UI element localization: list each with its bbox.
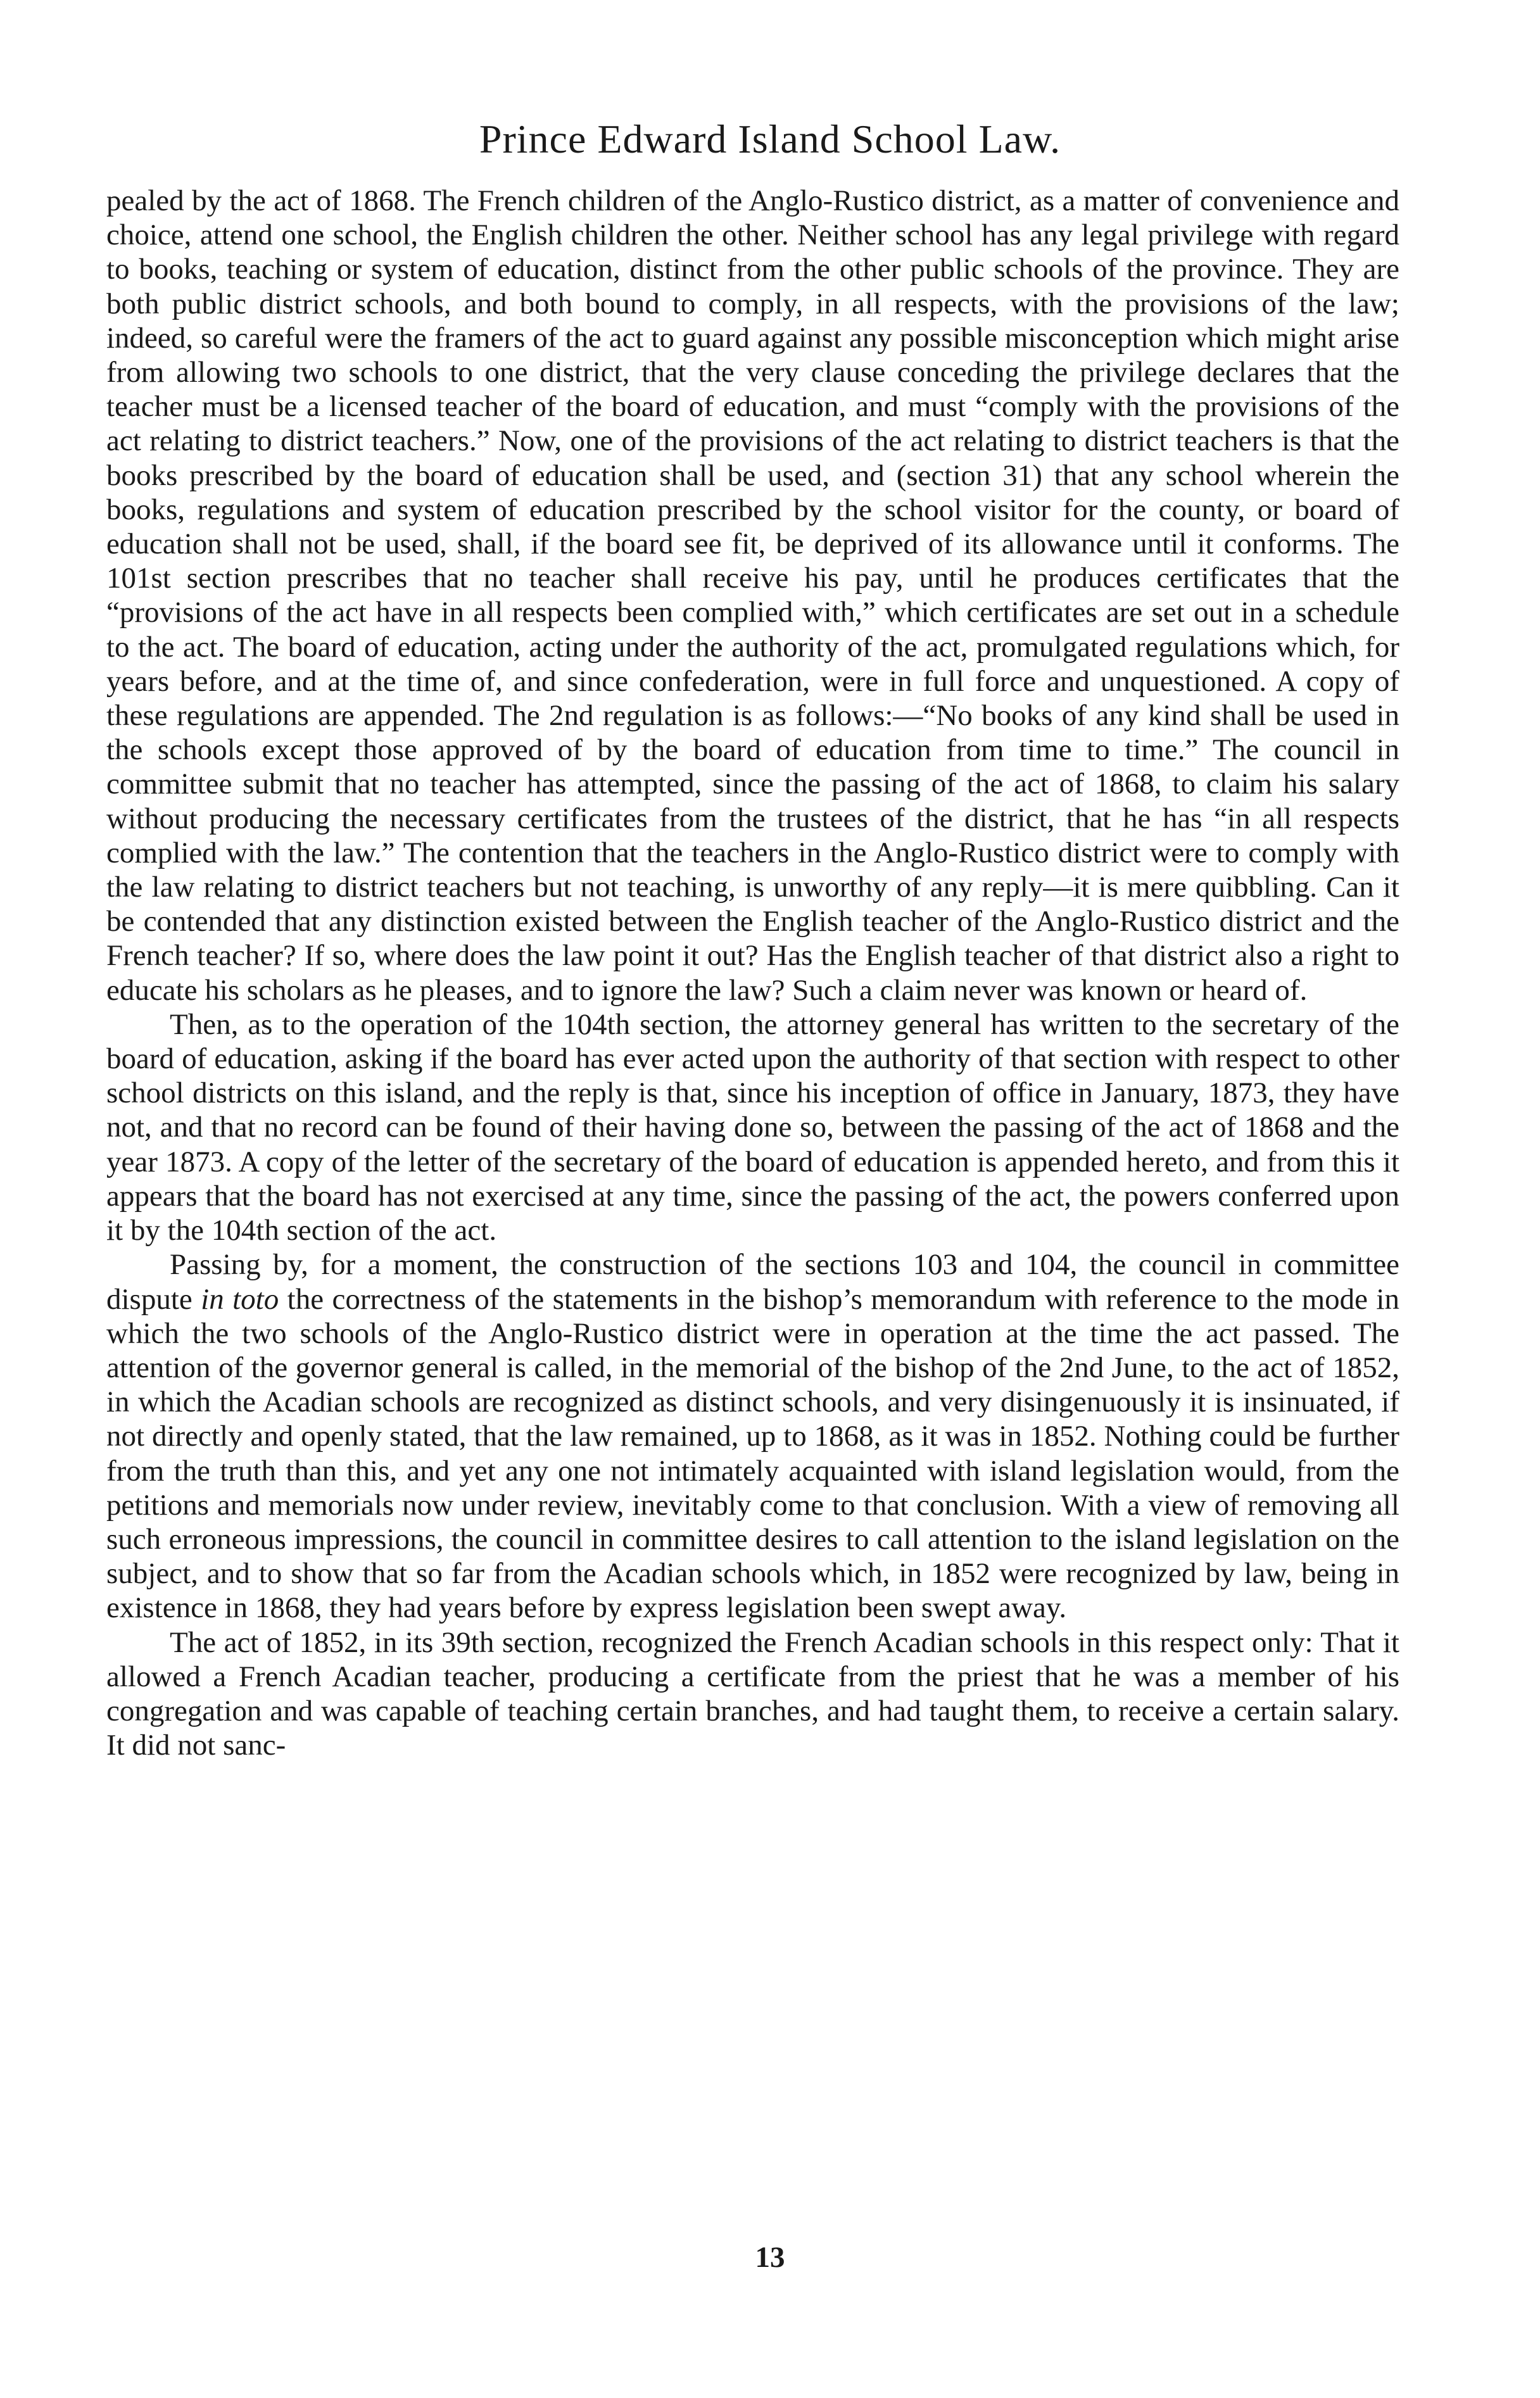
page-number: 13 bbox=[755, 2241, 785, 2274]
paragraph-2: Then, as to the operation of the 104th section, the attorney general has written to the secretary of the board of education, asking if the board has ever acted upon the authority of that section with respect to other school districts on this island, and the reply is that, since his inception of office in January, 1873, they have not, and that no record can be found of their having done so, between the passing of the act of 1868 and the year 1873. A copy of the letter of the secretary of the board of education is appended hereto, and from this it appears that the board has not exercised at any time, since the passing of the act, the powers conferred upon it by the 104th section of the act. bbox=[106, 1007, 1399, 1247]
paragraph-3 bbox=[106, 1247, 1399, 1625]
paragraph-3-text-after: the correctness of the statements in the bishop’s memorandum with reference to the mode in which the two schools of the Anglo-Rustico district were in operation at the time the act passed. The attention of the governor general is called, in the memorial of the bishop of the 2nd June, to the act of 1852, in which the Acadian schools are recognized as distinct schools, and very disingenuously it is insinuated, if not directly and openly stated, that the law remained, up to 1868, as it was in 1852. Nothing could be further from the truth than this, and yet any one not intimately acquainted with island legislation would, from the petitions and memorials now under review, inevitably come to that conclusion. With a view of removing all such erroneous impressions, the council in committee desires to call attention to the island legislation on the subject, and to show that so far from the Acadian schools which, in 1852 were recognized by law, being in existence in 1868, they had years before by express legislation been swept away. bbox=[106, 1282, 1399, 1625]
body-text bbox=[106, 184, 1399, 1762]
paragraph-3-italic-phrase: in toto bbox=[201, 1282, 279, 1316]
running-head: Prince Edward Island School Law. bbox=[479, 117, 1061, 161]
paragraph-3-text-before: Passing by, for a moment, the construction of the sections 103 and 104, the council in committee dispute bbox=[106, 1248, 1399, 1316]
paragraph-1: pealed by the act of 1868. The French children of the Anglo-Rustico district, as a matter of convenience and choice, attend one school, the English children the other. Neither school has any legal privilege with regard to books, teaching or system of education, distinct from the other public schools of the province. They are both public district schools, and both bound to comply, in all respects, with the provisions of the law; indeed, so careful were the framers of the act to guard against any possible misconception which might arise from allowing two schools to one district, that the very clause conceding the privilege declares that the teacher must be a licensed teacher of the board of education, and must “comply with the provisions of the act relating to district teachers.” Now, one of the provisions of the act relating to district teachers is that the books prescribed by the board of education shall be used, and (section 31) that any school wherein the books, regulations and system of education prescribed by the school visitor for the county, or board of education shall not be used, shall, if the board see fit, be deprived of its allowance until it conforms. The 101st section prescribes that no teacher shall receive his pay, until he produces certificates that the “provisions of the act have in all respects been complied with,” which certificates are set out in a schedule to the act. The board of education, acting under the authority of the act, promulgated regulations which, for years before, and at the time of, and since confederation, were in full force and unquestioned. A copy of these regulations are appended. The 2nd regulation is as follows:—“No books of any kind shall be used in the schools except those approved of by the board of education from time to time.” The council in committee submit that no teacher has attempted, since the passing of the act of 1868, to claim his salary without producing the necessary certificates from the trustees of the district, that he has “in all respects complied with the law.” The contention that the teachers in the Anglo-Rustico district were to comply with the law relating to district teachers but not teaching, is unworthy of any reply—it is mere quibbling. Can it be contended that any distinction existed between the English teacher of the Anglo-Rustico district and the French teacher? If so, where does the law point it out? Has the English teacher of that district also a right to educate his scholars as he pleases, and to ignore the law? Such a claim never was known or heard of. bbox=[106, 184, 1399, 1007]
paragraph-4: The act of 1852, in its 39th section, recognized the French Acadian schools in this respect only: That it allowed a French Acadian teacher, producing a certificate from the priest that he was a member of his congregation and was capable of teaching certain branches, and had taught them, to receive a certain salary. It did not sanc- bbox=[106, 1625, 1399, 1762]
